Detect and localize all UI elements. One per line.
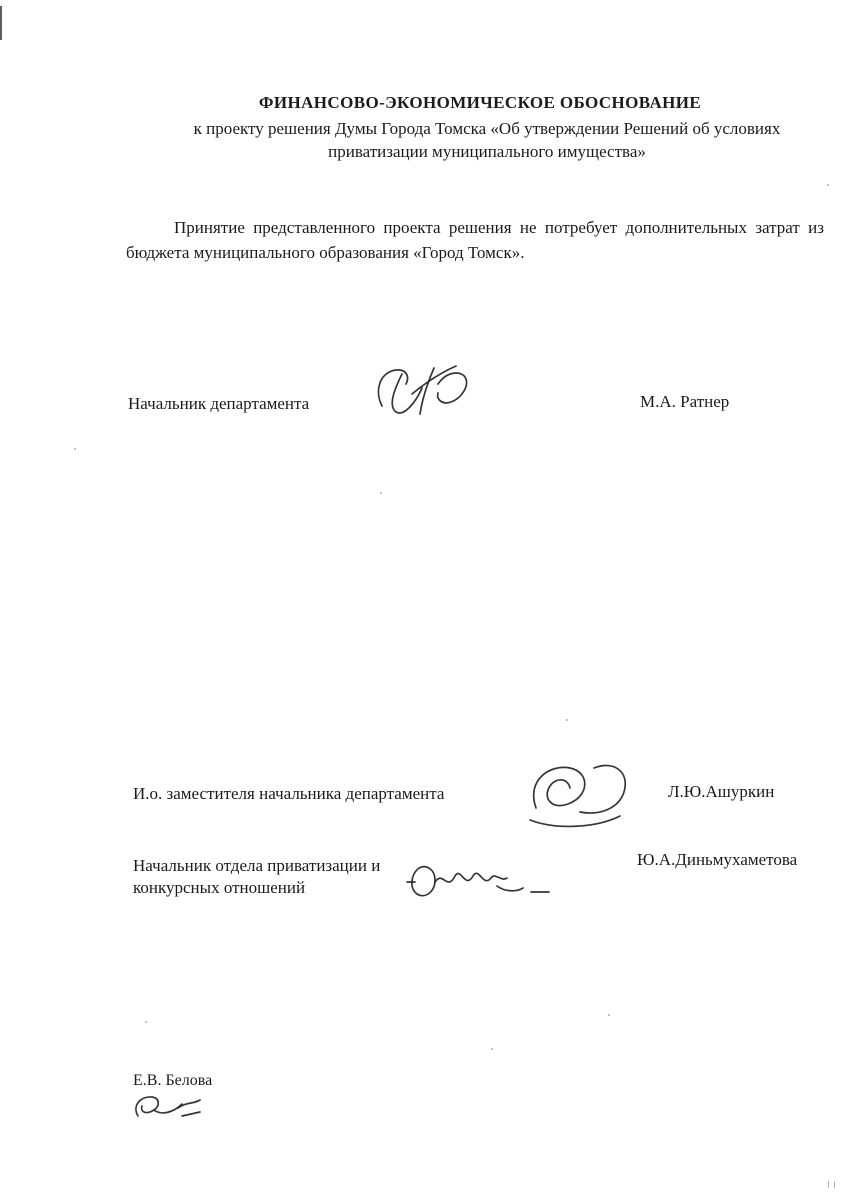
scan-speck — [566, 719, 568, 721]
signatory-name-1: М.А. Ратнер — [640, 392, 730, 411]
signatory-position-3: Начальник отдела приватизации и конкурсных отношений — [133, 856, 381, 898]
signature-ratner — [372, 360, 492, 435]
scan-speck — [380, 492, 382, 494]
signatory-position-1: Начальник департамента — [128, 394, 310, 413]
signature-dinmukhametova — [405, 852, 555, 919]
scan-speck — [145, 1021, 147, 1023]
scan-speck — [74, 448, 76, 450]
scan-corner-artifact — [828, 1181, 835, 1188]
signatory-name-3: Ю.А.Диньмухаметова — [637, 850, 798, 869]
signatory-name-2: Л.Ю.Ашуркин — [668, 782, 775, 801]
scan-speck — [608, 1014, 610, 1016]
document-subtitle: к проекту решения Думы Города Томска «Об утверждении Решений об условиях приватизации муниципального имущества» — [193, 119, 781, 161]
signatory-position-2: И.о. заместителя начальника департамента — [133, 784, 445, 803]
signature-ashurkin — [502, 756, 642, 846]
scan-speck — [827, 184, 829, 186]
scan-speck — [491, 1048, 493, 1050]
executor-name: Е.В. Белова — [133, 1072, 213, 1089]
body-paragraph: Принятие представленного проекта решения не потребует дополнительных затрат из бюджета муниципального образования «Город Томск». — [126, 218, 824, 262]
document-title: ФИНАНСОВО-ЭКОНОМИЧЕСКОЕ ОБОСНОВАНИЕ — [258, 93, 702, 112]
scan-edge-artifact — [0, 6, 2, 40]
signature-belova — [128, 1090, 206, 1139]
